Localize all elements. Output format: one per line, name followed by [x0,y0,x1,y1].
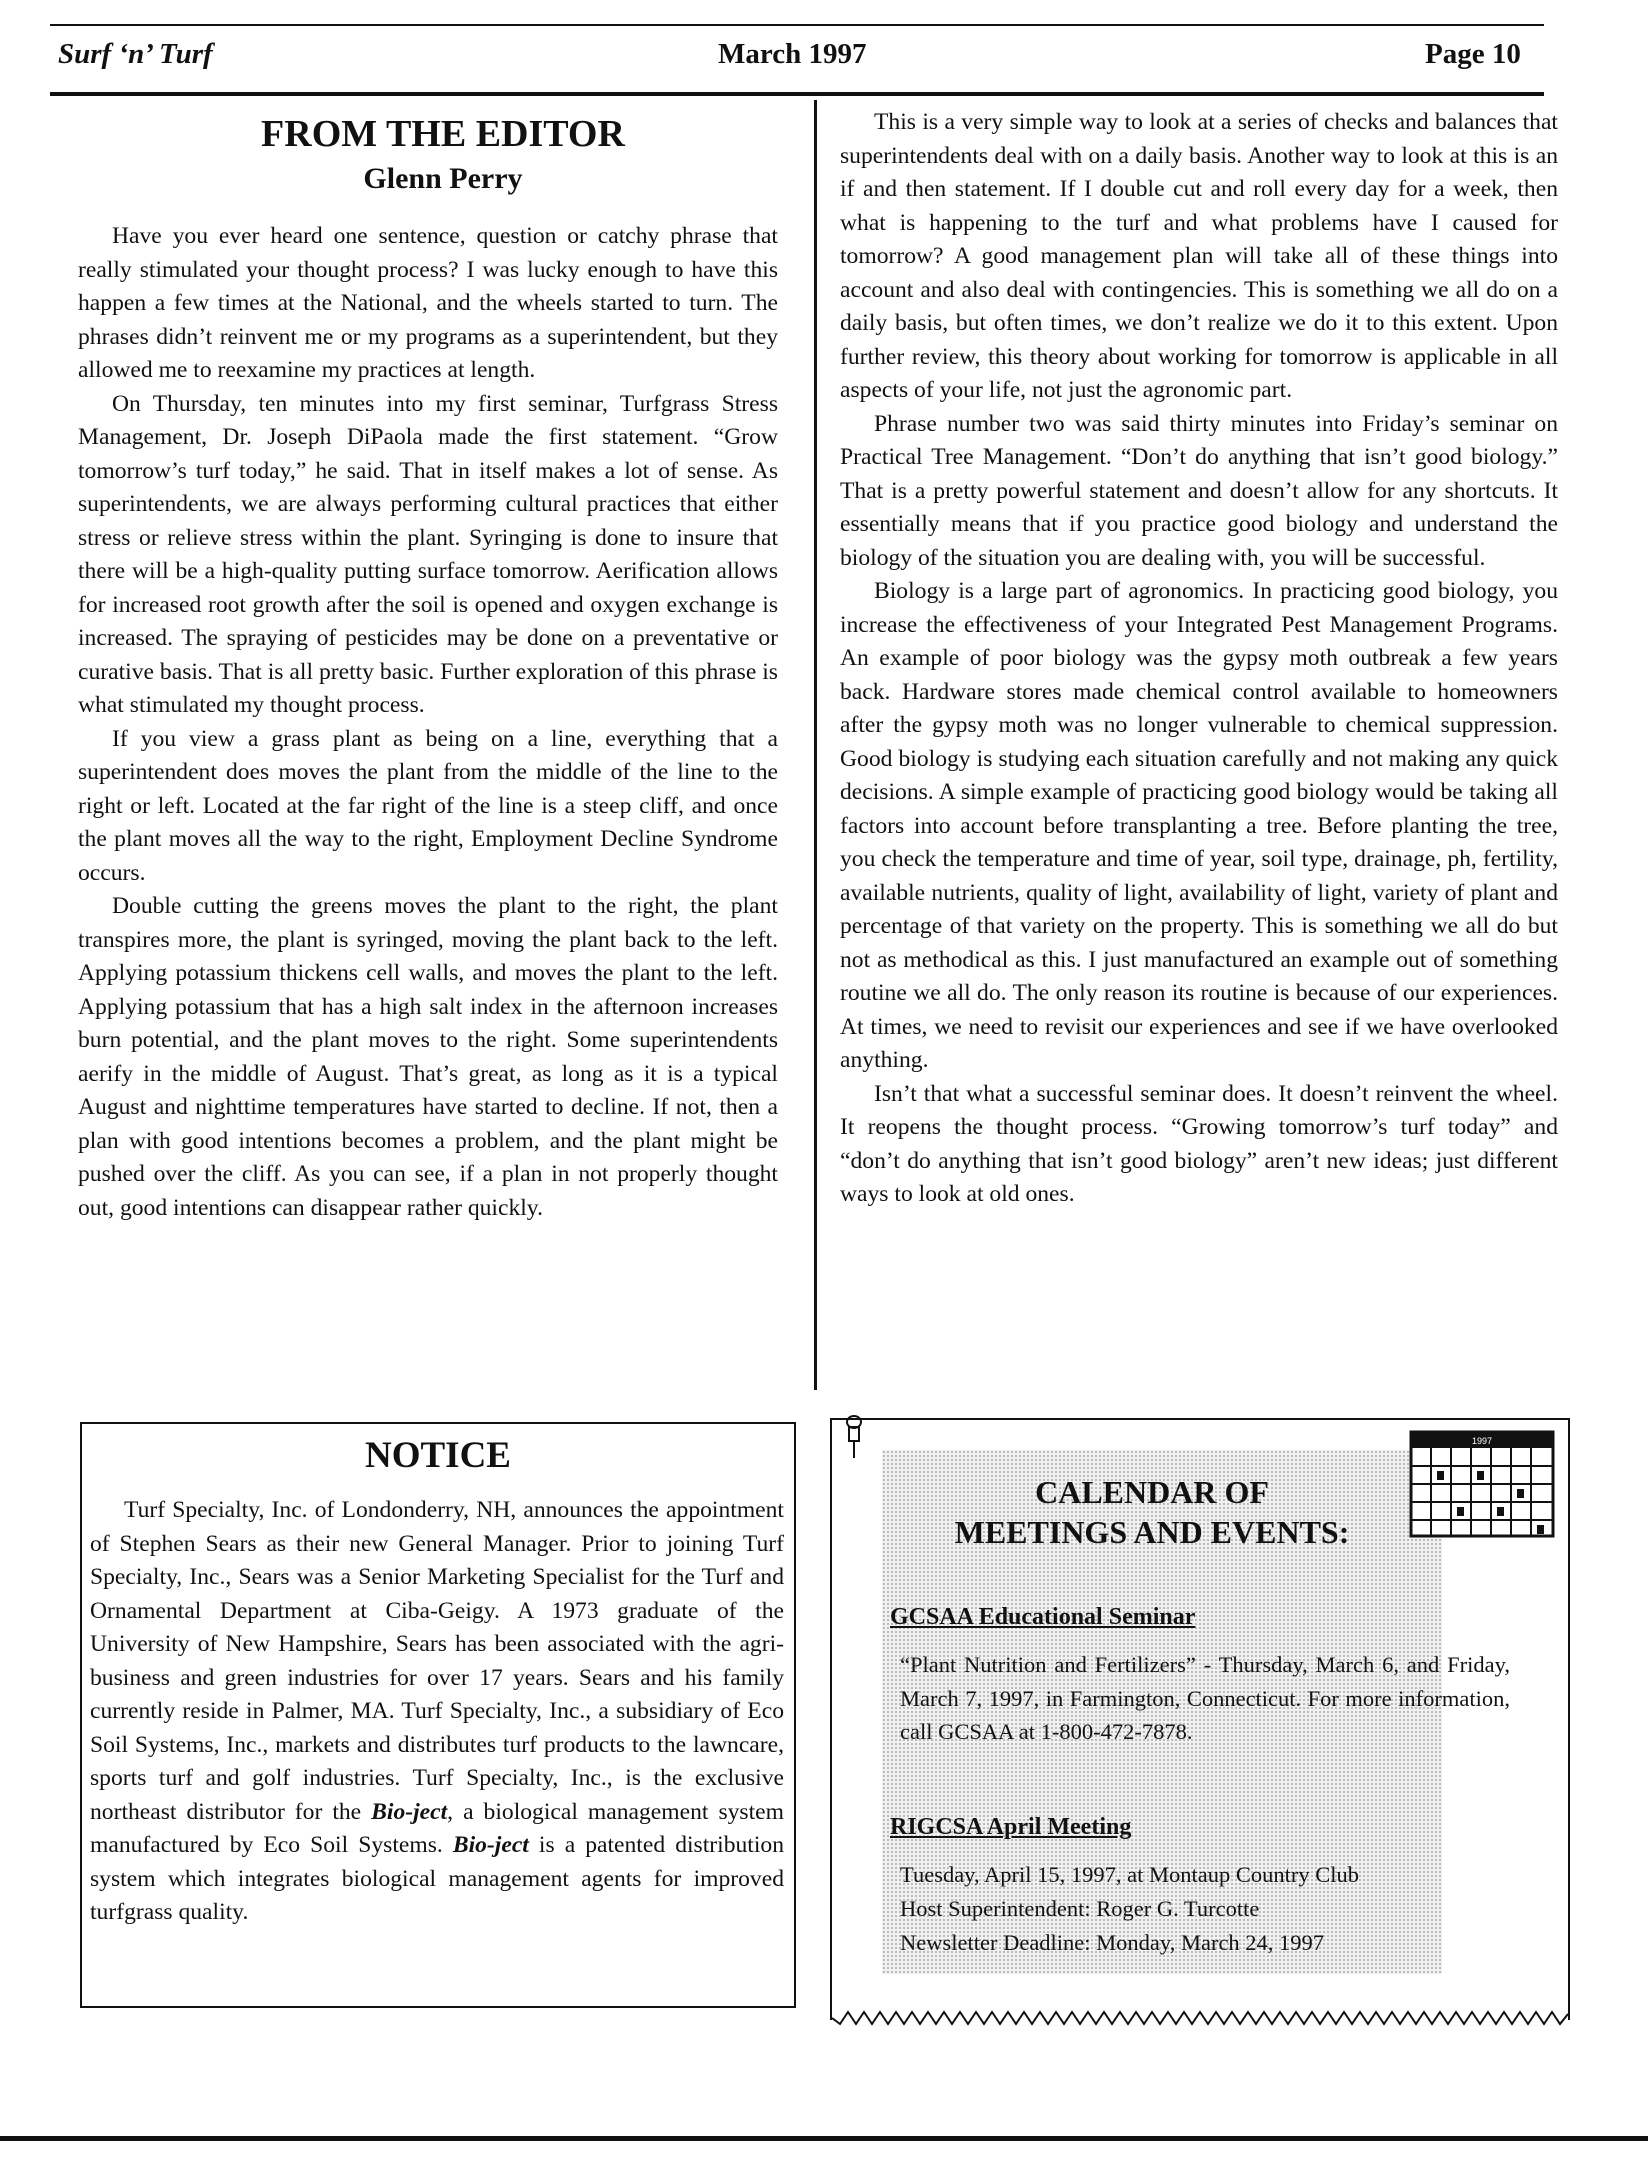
header-top-rule [50,24,1544,26]
notice-box [80,1422,796,2008]
editor-byline: Glenn Perry [363,162,523,195]
event2-line: Tuesday, April 15, 1997, at Montaup Country Club [900,1862,1359,1887]
header-bottom-rule [50,92,1544,96]
notice-body [90,1494,784,1930]
editor-paragraph: Phrase number two was said thirty minutes into Friday’s seminar on Practical Tree Management. “Don’t do anything that isn’t good biology.” That is a pretty powerful statement and doesn’t allow for any shortcuts. It essentially means that if you practice good biology and understand the biology of the situation you are dealing with, you will be successful. [840,410,1558,571]
notice-paragraph: Turf Specialty, Inc. of Londonderry, NH, announces the appointment of Stephen Sears as their new General Manager. Prior to joining Turf Specialty, Inc., Sears was a Senior Marketing Specialist for the Turf and Ornamental Department at Ciba-Geigy. A 1973 graduate of the University of New Hampshire, Sears has been associated with the agri-business and green industries for over 17 years. Sears and his family currently reside in Palmer, MA. Turf Specialty, Inc., a subsidiary of Eco Soil Systems, Inc., markets and distributes turf products to the lawncare, sports turf and golf industries. Turf Specialty, Inc., is the exclusive northeast distributor for the Bio-ject, a biological management system manufactured by Eco Soil Systems. Bio-ject is a patented distribution system which integrates biological management agents for improved turfgrass quality. [90,1497,784,1925]
editor-right-column [840,106,1558,1212]
publication-name: Surf ‘n’ Turf [58,38,213,70]
editor-paragraph: Have you ever heard one sentence, question or catchy phrase that really stimulated your thought process? I was lucky enough to have this happen a few times at the National, and the wheels started to turn. The phrases didn’t reinvent me or my programs as a superintendent, but they allowed me to reexamine my practices at length. [78,223,778,383]
calendar-title-line: MEETINGS AND EVENTS: [954,1514,1350,1550]
event1-heading: GCSAA Educational Seminar [890,1604,1196,1630]
brand-name: Bio-ject [371,1798,448,1825]
page-number: Page 10 [1425,38,1521,70]
pushpin-icon [840,1414,868,1464]
brand-name: Bio-ject [452,1832,529,1858]
event1-body: “Plant Nutrition and Fertilizers” - Thursday, March 6, and Friday, March 7, 1997, in Farmington, Connecticut. For more information, call GCSAA at 1-800-472-7878. [900,1652,1510,1744]
calendar-title [912,1472,1392,1552]
editor-left-column [78,220,778,1225]
footer-rule [0,2136,1648,2141]
event2-heading: RIGCSA April Meeting [890,1814,1132,1840]
notice-title: NOTICE [365,1435,511,1476]
calendar-zigzag-edge [832,2010,1570,2026]
event2-line: Newsletter Deadline: Monday, March 24, 1997 [900,1930,1325,1955]
calendar-icon-year: 1997 [1471,1436,1493,1446]
editor-paragraph: This is a very simple way to look at a series of checks and balances that superintendents deal with on a daily basis. Another way to look at this is an if and then statement. If I double cut and roll every day for a week, then what is happening to the turf and what problems have I caused for tomorrow? A good management plan will take all of these things into account and also deal with contingencies. This is something we all do on a daily basis, but often times, we don’t realize we do it to this extent. Upon further review, this theory about working for tomorrow is applicable in all aspects of your life, not just the agronomic part. [840,109,1558,403]
editor-paragraph: On Thursday, ten minutes into my first seminar, Turfgrass Stress Management, Dr. Joseph DiPaola made the first statement. “Grow tomorrow’s turf today,” he said. That in itself makes a lot of sense. As superintendents, we are always performing cultural practices that either stress or relieve stress within the plant. Syringing is done to insure that there will be a high-quality putting surface tomorrow. Aerification allows for increased root growth after the soil is opened and oxygen exchange is increased. The spraying of pesticides may be done on a preventative or curative basis. That is all pretty basic. Further exploration of this phrase is what stimulated my thought process. [78,390,778,718]
calendar-title-line: CALENDAR OF [1035,1474,1269,1510]
column-divider [814,100,817,1390]
calendar-box [830,1418,1570,2020]
editor-paragraph: If you view a grass plant as being on a line, everything that a superintendent does moves the plant from the middle of the line to the right or left. Located at the far right of the line is a steep cliff, and once the plant moves all the way to the right, Employment Decline Syndrome occurs. [78,725,778,886]
issue-date: March 1997 [718,38,867,70]
editor-title: FROM THE EDITOR [261,113,625,155]
event2-line: Host Superintendent: Roger G. Turcotte [900,1896,1260,1921]
editor-paragraph: Biology is a large part of agronomics. In practicing good biology, you increase the effectiveness of your Integrated Pest Management Programs. An example of poor biology was the gypsy moth outbreak a few years back. Hardware stores made chemical control available to homeowners after the gypsy moth was no longer vulnerable to chemical suppression. Good biology is studying each situation carefully and not making any quick decisions. A simple example of practicing good biology would be taking all factors into account before transplanting a tree. Before planting the tree, you check the temperature and time of year, soil type, drainage, ph, fertility, available nutrients, quality of light, availability of light, variety of plant and percentage of that variety on the property. This is something we all do but not as methodical as this. I just manufactured an example out of something routine we all do. The only reason its routine is because of our experiences. At times, we need to revisit our experiences and see if we have overlooked anything. [840,578,1558,1073]
calendar-icon [1407,1428,1557,1540]
editor-paragraph: Double cutting the greens moves the plant to the right, the plant transpires more, the plant is syringed, moving the plant back to the left. Applying potassium thickens cell walls, and moves the plant to the left. Applying potassium that has a high salt index in the afternoon increases burn potential, and the plant moves to the right. Some superintendents aerify in the middle of August. That’s great, as long as it is a typical August and nighttime temperatures have started to decline. If not, then a plan with good intentions becomes a problem, and the plant might be pushed over the cliff. As you can see, if a plan in not properly thought out, good intentions can disappear rather quickly. [78,893,778,1221]
editor-paragraph: Isn’t that what a successful seminar does. It doesn’t reinvent the wheel. It reopens the thought process. “Growing tomorrow’s turf today” and “don’t do anything that isn’t good biology” aren’t new ideas; just different ways to look at old ones. [840,1080,1558,1207]
